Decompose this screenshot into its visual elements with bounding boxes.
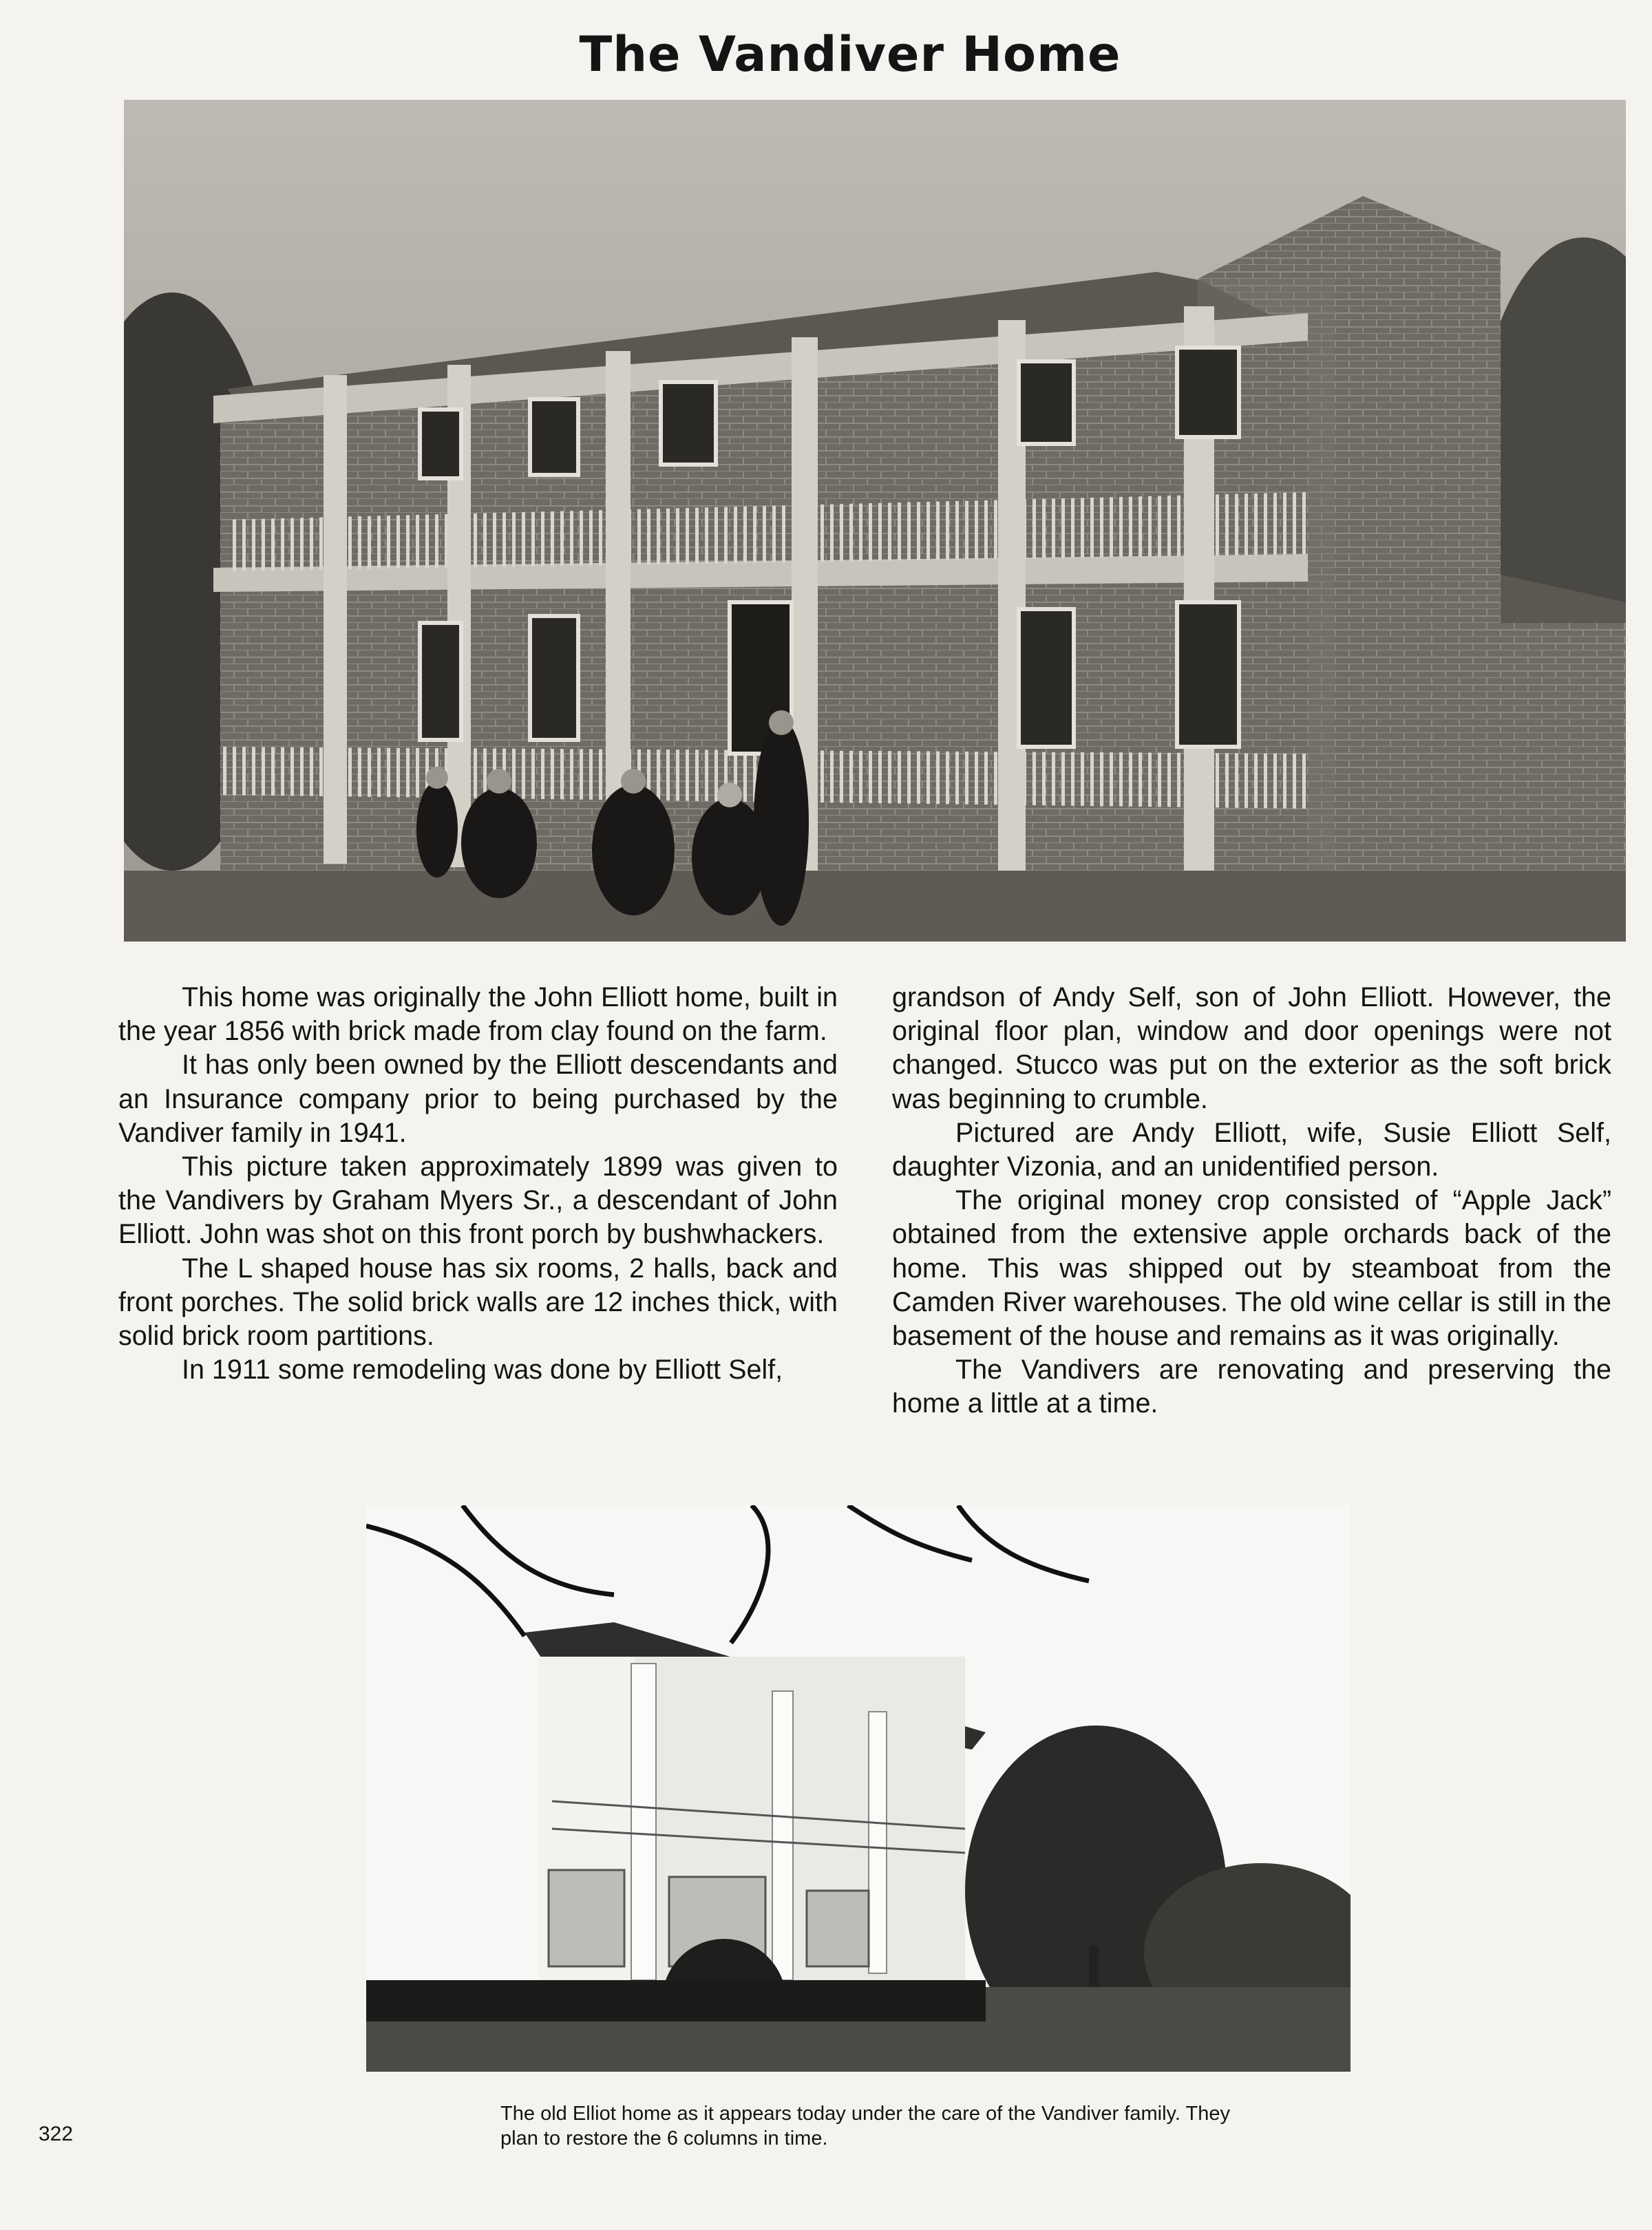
- historic-house-illustration: [124, 100, 1626, 942]
- page-number: 322: [39, 2123, 74, 2145]
- paragraph: It has only been owned by the Elliott descendants and an Insurance company prior to being purchased by the Vandiver family in 1941.: [118, 1050, 838, 1148]
- paragraph: This home was originally the John Elliott home, built in the year 1856 with brick made from clay found on the farm.: [118, 982, 838, 1047]
- paragraph: The Vandivers are renovating and preserving the home a little at a time.: [892, 1355, 1611, 1419]
- photo-caption: The old Elliot home as it appears today under the care of the Vandiver family. They plan to restore the 6 columns in time.: [500, 2103, 1230, 2149]
- paragraph: The L shaped house has six rooms, 2 halls, back and front porches. The solid brick walls are 12 inches thick, with solid brick room partitions.: [118, 1253, 838, 1352]
- paragraph: In 1911 some remodeling was done by Elliott Self,: [182, 1355, 783, 1385]
- article-column-right: [892, 981, 1611, 1421]
- paragraph: This picture taken approximately 1899 was given to the Vandivers by Graham Myers Sr., a descendant of John Elliott. John was shot on this front porch by bushwhackers.: [118, 1151, 838, 1250]
- page-title: The Vandiver Home: [579, 26, 1121, 83]
- modern-house-illustration: [366, 1505, 1351, 2072]
- article-column-left: [118, 981, 838, 1387]
- modern-house-photo: [366, 1505, 1351, 2072]
- paragraph-continuation: grandson of Andy Self, son of John Elliott. However, the original floor plan, window and door openings were not changed. Stucco was put on the exterior as the soft brick was beginning to crumble.: [892, 982, 1611, 1114]
- historic-house-photo: [124, 100, 1626, 942]
- paragraph: The original money crop consisted of “Apple Jack” obtained from the extensive apple orchards back of the home. This was shipped out by steamboat from the Camden River warehouses. The old wine cellar is still in the basement of the house and remains as it was originally.: [892, 1185, 1611, 1352]
- paragraph: Pictured are Andy Elliott, wife, Susie Elliott Self, daughter Vizonia, and an unidentified person.: [892, 1117, 1611, 1182]
